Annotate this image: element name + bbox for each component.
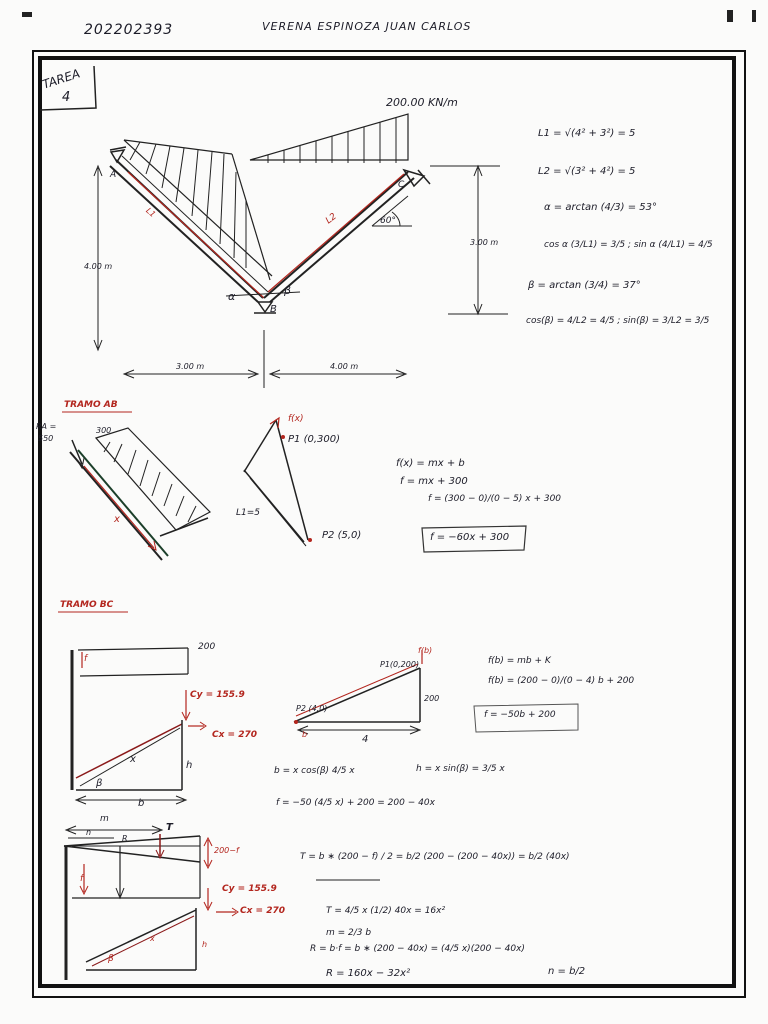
fx-label: f(x): [288, 414, 304, 424]
dim-right-width: 4.00 m: [330, 362, 359, 371]
bc-cx2: Cx = 270: [240, 906, 286, 916]
bc-m: m: [100, 814, 109, 824]
bc-load-200: 200: [198, 642, 216, 652]
member-l1: L1: [144, 205, 158, 220]
tramo-ab-title: TRAMO AB: [64, 400, 118, 410]
bc-200-f: 200−f: [214, 846, 239, 855]
load-label: 200.00 KN/m: [386, 96, 458, 109]
eq-alpha: α = arctan (4/3) = 53°: [544, 202, 657, 213]
l1-5: L1=5: [236, 508, 261, 518]
bc-x-lower: x: [150, 934, 155, 943]
point-a: A: [110, 170, 117, 180]
b-eq: b = x cos(β) 4/5 x: [274, 766, 355, 776]
bc-cy: Cy = 155.9: [190, 690, 245, 700]
eq-beta: β = arctan (3/4) = 37°: [528, 280, 641, 291]
tarea-label: TAREA: [40, 66, 82, 92]
p1-ab: P1 (0,300): [288, 434, 341, 445]
bc-h: h: [186, 760, 193, 771]
bc-x: x: [130, 754, 136, 765]
bc-beta-lower: β: [108, 954, 114, 964]
bc-r: R: [122, 834, 128, 843]
r-eq2: R = 160x − 32x²: [326, 968, 411, 979]
angle-beta: β: [284, 284, 292, 297]
ab-eq2: f = mx + 300: [400, 476, 468, 487]
support-angle: 60°: [380, 216, 396, 226]
bc-cx: Cx = 270: [212, 730, 258, 740]
ra-value: 550: [38, 434, 54, 443]
tarea-number: 4: [62, 90, 71, 105]
bc-side-4: 4: [362, 734, 369, 745]
t-eq2: T = 4/5 x (1/2) 40x = 16x²: [326, 906, 446, 916]
point-b: B: [270, 304, 277, 315]
bc-b: b: [138, 798, 145, 809]
eq-l2: L2 = √(3² + 4²) = 5: [538, 166, 636, 177]
bc-h-lower: h: [202, 940, 208, 949]
student-id: 202202393: [84, 22, 174, 38]
eq-cos-sin-beta: cos(β) = 4/L2 = 4/5 ; sin(β) = 3/L2 = 3/5: [526, 316, 710, 326]
dim-left-height: 4.00 m: [84, 262, 113, 271]
t-eq: T = b ∗ (200 − f) / 2 = b/2 (200 − (200 − 40x)) = b/2 (40x): [300, 852, 570, 862]
bc-t: T: [166, 822, 173, 833]
bc-beta: β: [96, 778, 103, 789]
bc-p2: P2 (4,0): [296, 704, 328, 713]
r-eq: R = b·f = b ∗ (200 − 40x) = (4/5 x)(200 − 40x): [310, 944, 525, 954]
dim-left-width: 3.00 m: [176, 362, 205, 371]
m-eq: m = 2/3 b: [326, 928, 372, 938]
n-eq: n = b/2: [548, 966, 586, 977]
f-eq: f = −50 (4/5 x) + 200 = 200 − 40x: [276, 798, 435, 808]
bc-eq1: f(b) = mb + K: [488, 656, 551, 666]
bc-eq-result: f = −50b + 200: [484, 710, 556, 720]
bc-side-200: 200: [424, 694, 440, 703]
fb-label: f(b): [418, 646, 433, 655]
angle-alpha: α: [228, 290, 236, 303]
bc-n: n: [86, 828, 92, 837]
bc-f: f: [84, 654, 88, 664]
ab-eq1: f(x) = mx + b: [396, 458, 465, 469]
p2-ab: P2 (5,0): [322, 530, 362, 541]
student-name: VERENA ESPINOZA JUAN CARLOS: [262, 20, 472, 33]
bc-cy2: Cy = 155.9: [222, 884, 277, 894]
member-l2: L2: [324, 211, 339, 227]
dim-right-height: 3.00 m: [470, 238, 499, 247]
point-c: C: [398, 180, 405, 190]
bc-p1: P1(0,200): [380, 660, 420, 669]
ab-eq-result: f = −60x + 300: [430, 532, 510, 543]
eq-l1: L1 = √(4² + 3²) = 5: [538, 128, 636, 139]
bc-eq2: f(b) = (200 − 0)/(0 − 4) b + 200: [488, 676, 635, 686]
ab-x: x: [114, 514, 120, 525]
eq-cos-sin-alpha: cos α (3/L1) = 3/5 ; sin α (4/L1) = 4/5: [544, 240, 713, 250]
ra-label: RA =: [36, 422, 57, 431]
bc-f-lower: f: [80, 874, 84, 884]
load-300: 300: [96, 426, 112, 435]
bc-side-b: b: [302, 730, 308, 739]
ab-eq3: f = (300 − 0)/(0 − 5) x + 300: [428, 494, 562, 504]
tramo-bc-title: TRAMO BC: [60, 600, 114, 610]
h-eq: h = x sin(β) = 3/5 x: [416, 764, 505, 774]
